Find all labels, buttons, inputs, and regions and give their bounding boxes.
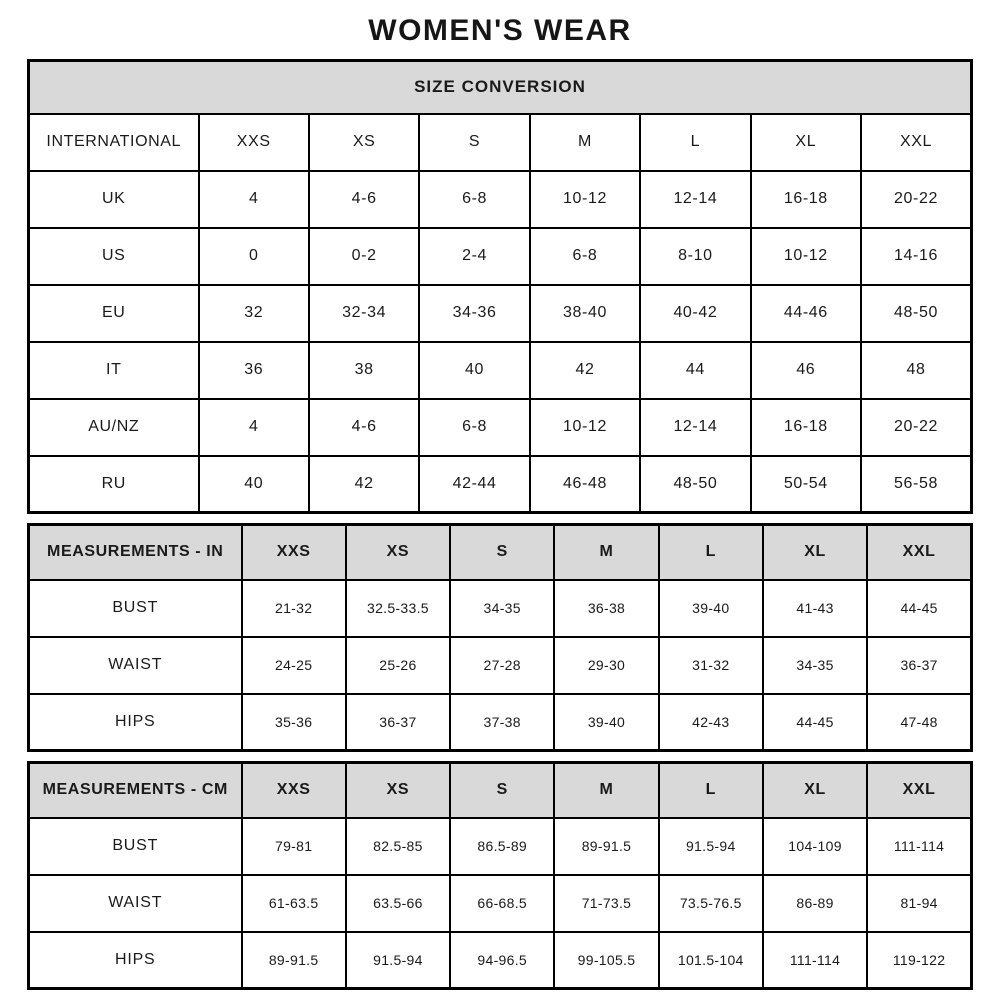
value-cell: 34-35 <box>763 637 867 694</box>
row-label-cell: WAIST <box>29 637 242 694</box>
value-cell: 42-44 <box>419 456 529 513</box>
value-cell: 56-58 <box>861 456 971 513</box>
row-label-cell: US <box>29 228 199 285</box>
size-conversion-table <box>27 59 973 514</box>
table-title-cell: MEASUREMENTS - IN <box>29 525 242 580</box>
value-cell: 91.5-94 <box>346 932 450 989</box>
value-cell: 16-18 <box>751 399 861 456</box>
size-header-cell: XS <box>346 763 450 818</box>
size-conversion-title: SIZE CONVERSION <box>29 61 972 114</box>
row-label-cell: UK <box>29 171 199 228</box>
measurements-in-header-row <box>29 525 972 580</box>
value-cell: 86.5-89 <box>450 818 554 875</box>
value-cell: 89-91.5 <box>554 818 658 875</box>
value-cell: 73.5-76.5 <box>659 875 763 932</box>
value-cell: S <box>419 114 529 171</box>
value-cell: XS <box>309 114 419 171</box>
size-header-cell: L <box>659 763 763 818</box>
row-label-cell: BUST <box>29 818 242 875</box>
value-cell: 40 <box>199 456 309 513</box>
size-header-cell: XS <box>346 525 450 580</box>
value-cell: 34-36 <box>419 285 529 342</box>
table-row <box>29 456 972 513</box>
value-cell: 50-54 <box>751 456 861 513</box>
value-cell: 24-25 <box>242 637 346 694</box>
table-row <box>29 342 972 399</box>
value-cell: 10-12 <box>530 171 640 228</box>
value-cell: 46 <box>751 342 861 399</box>
value-cell: 35-36 <box>242 694 346 751</box>
value-cell: XL <box>751 114 861 171</box>
measurements-in-table <box>27 523 973 752</box>
value-cell: L <box>640 114 750 171</box>
value-cell: 27-28 <box>450 637 554 694</box>
value-cell: 4-6 <box>309 399 419 456</box>
value-cell: 12-14 <box>640 399 750 456</box>
value-cell: 42 <box>309 456 419 513</box>
value-cell: M <box>530 114 640 171</box>
size-header-cell: M <box>554 763 658 818</box>
value-cell: 44-46 <box>751 285 861 342</box>
value-cell: 61-63.5 <box>242 875 346 932</box>
value-cell: 29-30 <box>554 637 658 694</box>
value-cell: 38-40 <box>530 285 640 342</box>
value-cell: XXL <box>861 114 971 171</box>
value-cell: 6-8 <box>419 171 529 228</box>
value-cell: 48-50 <box>640 456 750 513</box>
value-cell: 4 <box>199 399 309 456</box>
table-title-cell: MEASUREMENTS - CM <box>29 763 242 818</box>
value-cell: 66-68.5 <box>450 875 554 932</box>
value-cell: 34-35 <box>450 580 554 637</box>
size-header-cell: XL <box>763 525 867 580</box>
table-row <box>29 228 972 285</box>
table-row <box>29 694 972 751</box>
value-cell: 40-42 <box>640 285 750 342</box>
value-cell: 41-43 <box>763 580 867 637</box>
value-cell: 111-114 <box>763 932 867 989</box>
value-cell: 42-43 <box>659 694 763 751</box>
value-cell: 14-16 <box>861 228 971 285</box>
value-cell: 111-114 <box>867 818 971 875</box>
value-cell: 32-34 <box>309 285 419 342</box>
row-label-cell: HIPS <box>29 694 242 751</box>
value-cell: 36-37 <box>867 637 971 694</box>
measurements-cm-table <box>27 761 973 990</box>
size-header-cell: S <box>450 525 554 580</box>
value-cell: 63.5-66 <box>346 875 450 932</box>
row-label-cell: EU <box>29 285 199 342</box>
size-header-cell: M <box>554 525 658 580</box>
value-cell: 6-8 <box>530 228 640 285</box>
size-chart-page <box>27 0 973 990</box>
value-cell: 89-91.5 <box>242 932 346 989</box>
size-header-cell: S <box>450 763 554 818</box>
table-row <box>29 171 972 228</box>
value-cell: 36-38 <box>554 580 658 637</box>
row-label-cell: AU/NZ <box>29 399 199 456</box>
value-cell: 6-8 <box>419 399 529 456</box>
value-cell: 20-22 <box>861 399 971 456</box>
size-header-cell: XL <box>763 763 867 818</box>
value-cell: 4-6 <box>309 171 419 228</box>
value-cell: 46-48 <box>530 456 640 513</box>
table-row <box>29 637 972 694</box>
row-label-cell: INTERNATIONAL <box>29 114 199 171</box>
value-cell: 32 <box>199 285 309 342</box>
value-cell: 44-45 <box>763 694 867 751</box>
value-cell: 44 <box>640 342 750 399</box>
page-title: WOMEN'S WEAR <box>368 14 632 47</box>
table-row <box>29 875 972 932</box>
value-cell: 38 <box>309 342 419 399</box>
value-cell: 16-18 <box>751 171 861 228</box>
value-cell: 12-14 <box>640 171 750 228</box>
value-cell: 32.5-33.5 <box>346 580 450 637</box>
value-cell: 104-109 <box>763 818 867 875</box>
size-header-cell: XXL <box>867 763 971 818</box>
value-cell: 119-122 <box>867 932 971 989</box>
value-cell: 10-12 <box>751 228 861 285</box>
value-cell: 31-32 <box>659 637 763 694</box>
value-cell: 86-89 <box>763 875 867 932</box>
size-header-cell: XXS <box>242 763 346 818</box>
row-label-cell: IT <box>29 342 199 399</box>
value-cell: 20-22 <box>861 171 971 228</box>
table-row <box>29 285 972 342</box>
value-cell: 36 <box>199 342 309 399</box>
value-cell: 44-45 <box>867 580 971 637</box>
value-cell: 79-81 <box>242 818 346 875</box>
value-cell: 71-73.5 <box>554 875 658 932</box>
value-cell: 10-12 <box>530 399 640 456</box>
table-row <box>29 580 972 637</box>
row-label-cell: RU <box>29 456 199 513</box>
value-cell: 39-40 <box>554 694 658 751</box>
measurements-cm-header-row <box>29 763 972 818</box>
value-cell: 0-2 <box>309 228 419 285</box>
value-cell: 40 <box>419 342 529 399</box>
size-header-cell: XXL <box>867 525 971 580</box>
value-cell: 91.5-94 <box>659 818 763 875</box>
value-cell: 0 <box>199 228 309 285</box>
row-label-cell: WAIST <box>29 875 242 932</box>
value-cell: XXS <box>199 114 309 171</box>
size-header-cell: L <box>659 525 763 580</box>
value-cell: 48 <box>861 342 971 399</box>
row-label-cell: HIPS <box>29 932 242 989</box>
value-cell: 37-38 <box>450 694 554 751</box>
value-cell: 99-105.5 <box>554 932 658 989</box>
value-cell: 42 <box>530 342 640 399</box>
size-conversion-title-row <box>29 61 972 114</box>
value-cell: 94-96.5 <box>450 932 554 989</box>
value-cell: 101.5-104 <box>659 932 763 989</box>
size-header-cell: XXS <box>242 525 346 580</box>
value-cell: 48-50 <box>861 285 971 342</box>
value-cell: 82.5-85 <box>346 818 450 875</box>
table-row <box>29 114 972 171</box>
value-cell: 36-37 <box>346 694 450 751</box>
value-cell: 81-94 <box>867 875 971 932</box>
row-label-cell: BUST <box>29 580 242 637</box>
value-cell: 39-40 <box>659 580 763 637</box>
value-cell: 21-32 <box>242 580 346 637</box>
value-cell: 4 <box>199 171 309 228</box>
table-row <box>29 932 972 989</box>
value-cell: 47-48 <box>867 694 971 751</box>
value-cell: 8-10 <box>640 228 750 285</box>
table-row <box>29 818 972 875</box>
value-cell: 2-4 <box>419 228 529 285</box>
table-row <box>29 399 972 456</box>
value-cell: 25-26 <box>346 637 450 694</box>
